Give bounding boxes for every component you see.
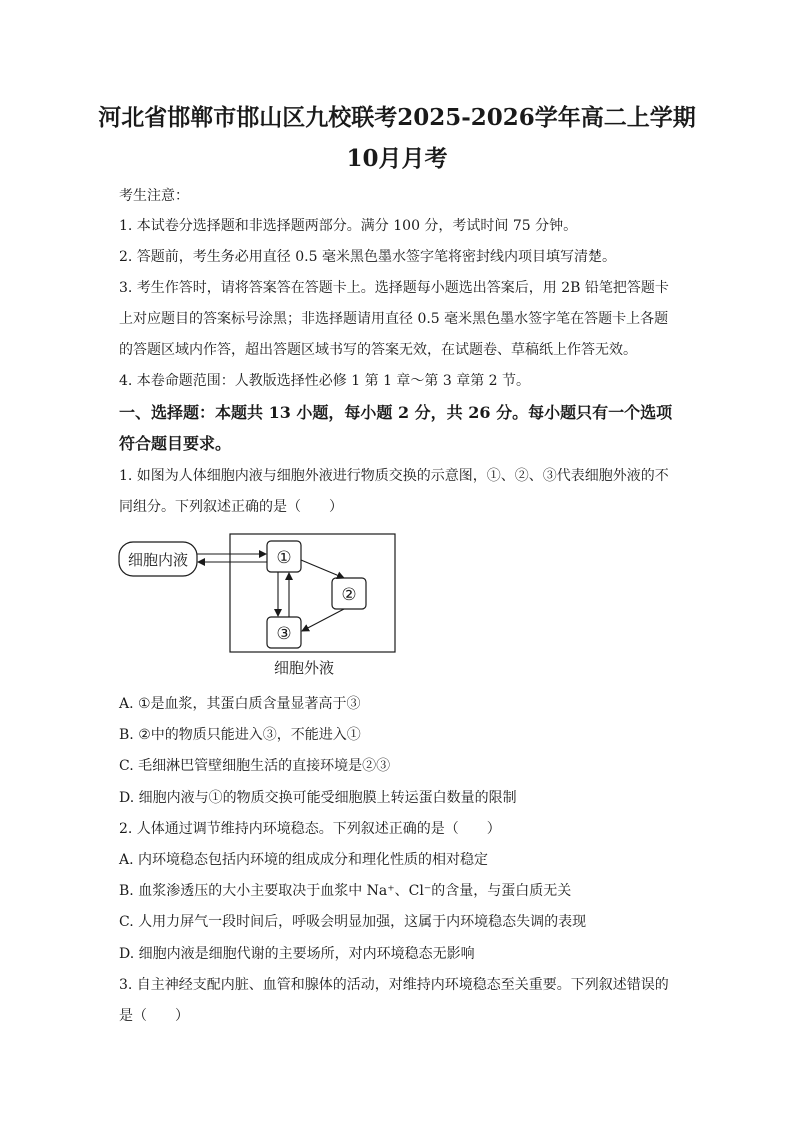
node-3-label: ③	[276, 624, 292, 644]
question-2-stem: 2. 人体通过调节维持内环境稳态。下列叙述正确的是（ ）	[119, 821, 501, 837]
notice-item: 4. 本卷命题范围：人教版选择性必修 1 第 1 章～第 3 章第 2 节。	[119, 373, 531, 389]
question-1-option-d: D. 细胞内液与①的物质交换可能受细胞膜上转运蛋白数量的限制	[119, 790, 517, 806]
question-2-option-b: B. 血浆渗透压的大小主要取决于血浆中 Na⁺、Cl⁻的含量，与蛋白质无关	[119, 883, 572, 899]
question-3-stem-line1: 3. 自主神经支配内脏、血管和腺体的活动，对维持内环境稳态至关重要。下列叙述错误的	[119, 977, 669, 993]
node-1-label: ①	[276, 548, 292, 568]
notice-item: 3. 考生作答时，请将答案答在答题卡上。选择题每小题选出答案后，用 2B 铅笔把答题卡	[119, 280, 669, 296]
document-title-line1: 河北省邯郸市邯山区九校联考2025-2026学年高二上学期	[98, 104, 696, 131]
notice-heading: 考生注意：	[119, 188, 189, 204]
section-heading-line1: 一、选择题：本题共 13 小题，每小题 2 分，共 26 分。每小题只有一个选项	[119, 403, 673, 422]
question-2-option-c: C. 人用力屏气一段时间后，呼吸会明显加强，这属于内环境稳态失调的表现	[119, 914, 587, 930]
arrow-node1-to-node2	[301, 560, 344, 578]
intracellular-label: 细胞内液	[127, 551, 189, 569]
question-1-option-b: B. ②中的物质只能进入③，不能进入①	[119, 727, 361, 743]
question-3-stem-line2: 是（ ）	[119, 1008, 189, 1024]
section-heading-line2: 符合题目要求。	[119, 434, 232, 453]
extracellular-caption: 细胞外液	[273, 659, 335, 677]
notice-item: 1. 本试卷分选择题和非选择题两部分。满分 100 分，考试时间 75 分钟。	[119, 218, 578, 234]
notice-item: 上对应题目的答案标号涂黑；非选择题请用直径 0.5 毫米黑色墨水签字笔在答题卡上各题	[119, 311, 669, 327]
document-title-line2: 10月月考	[346, 145, 448, 172]
node-2-label: ②	[341, 585, 357, 605]
question-1-stem-line1: 1. 如图为人体细胞内液与细胞外液进行物质交换的示意图，①、②、③代表细胞外液的不	[119, 468, 669, 484]
fluid-exchange-diagram	[115, 530, 405, 680]
question-2-option-a: A. 内环境稳态包括内环境的组成成分和理化性质的相对稳定	[119, 852, 489, 868]
notice-item: 的答题区域内作答，超出答题区域书写的答案无效，在试题卷、草稿纸上作答无效。	[119, 342, 637, 358]
question-1-option-c: C. 毛细淋巴管壁细胞生活的直接环境是②③	[119, 758, 391, 774]
arrow-node2-to-node3	[302, 609, 344, 631]
question-1-stem-line2: 同组分。下列叙述正确的是（ ）	[119, 499, 343, 515]
question-2-option-d: D. 细胞内液是细胞代谢的主要场所，对内环境稳态无影响	[119, 946, 475, 962]
question-1-option-a: A. ①是血浆，其蛋白质含量显著高于③	[119, 696, 361, 712]
extracellular-box	[230, 534, 395, 652]
notice-item: 2. 答题前，考生务必用直径 0.5 毫米黑色墨水签字笔将密封线内项目填写清楚。	[119, 249, 616, 265]
